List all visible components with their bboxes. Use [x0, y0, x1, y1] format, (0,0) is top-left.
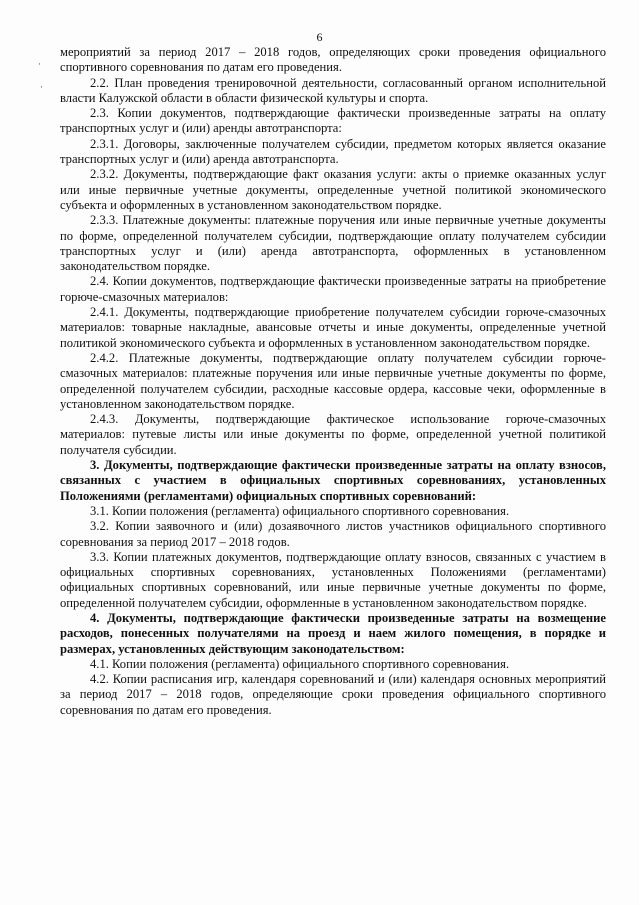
paragraph: 2.3. Копии документов, подтверждающие фактически произведенные затраты на оплату транспортных услуг и (или) аренды автотранспорта: [60, 106, 606, 136]
paragraph: 2.4.1. Документы, подтверждающие приобретение получателем субсидии горюче-смазочных материалов: товарные накладные, авансовые отчеты и иные документы, определенные учетной политикой экономического субъекта и оформленных в установленном законодательством порядке. [60, 305, 606, 350]
paragraph: мероприятий за период 2017 – 2018 годов, определяющих сроки проведения официального спортивного соревнования по датам его проведения. [60, 45, 606, 75]
section-heading: 4. Документы, подтверждающие фактически произведенные затраты на возмещение расходов, понесенных получателями на проезд и наем жилого помещения, в порядке и размерах, установленных действующим законодательством: [60, 610, 606, 656]
document-body [60, 45, 606, 718]
paragraph: 2.3.3. Платежные документы: платежные поручения или иные первичные учетные документы по форме, определенной получателем субсидии, подтверждающие оплату получателем субсидии транспортных услуг и (или) аренда автотранспорта, оформленных в установленном законодательством порядке. [60, 213, 606, 274]
page-number: 6 [316, 30, 323, 44]
paragraph: 4.1. Копии положения (регламента) официального спортивного соревнования. [90, 656, 510, 671]
paragraph: 3.1. Копии положения (регламента) официального спортивного соревнования. [90, 503, 510, 518]
paragraph: 4.2. Копии расписания игр, календаря соревнований и (или) календаря основных мероприятий за период 2017 – 2018 годов, определяющие сроки проведения официального спортивного соревнования по датам его проведения. [60, 672, 606, 717]
paragraph: 2.3.2. Документы, подтверждающие факт оказания услуги: акты о приемке оказанных услуг или иные первичные учетные документы, определенные учетной политикой экономического субъекта и оформленных в установленном законодательством порядке. [60, 167, 606, 212]
section-heading: 3. Документы, подтверждающие фактически произведенные затраты на оплату взносов, связанных с участием в официальных спортивных соревнованиях, установленных Положениями (регламентами) официальных спортивных соревнований: [60, 458, 606, 503]
scan-dot: · [40, 82, 43, 92]
paragraph: 2.4.3. Документы, подтверждающие фактическое использование горюче-смазочных материалов: путевые листы или иные документы по форме, определенной учетной политикой получателя субсидии. [60, 412, 606, 457]
paragraph: 2.3.1. Договоры, заключенные получателем субсидии, предметом которых является оказание транспортных услуг и (или) аренда автотранспорта. [60, 136, 606, 167]
paragraph: 2.2. План проведения тренировочной деятельности, согласованный органом исполнительной власти Калужской области в области физической культуры и спорта. [60, 75, 606, 105]
scan-dot: · [38, 59, 41, 69]
paragraph: 3.2. Копии заявочного и (или) дозаявочного листов участников официального спортивного соревнования за период 2017 – 2018 годов. [60, 519, 606, 549]
paragraph: 2.4. Копии документов, подтверждающие фактически произведенные затраты на приобретение горюче-смазочных материалов: [60, 274, 606, 304]
paragraph: 2.4.2. Платежные документы, подтверждающие оплату получателем субсидии горюче-смазочных материалов: платежные поручения или иные первичные учетные документы по форме, определенной получателем субсидии, расходные кассовые ордера, кассовые чеки, оформленные в установленном законодательством порядке. [60, 350, 606, 411]
paragraph: 3.3. Копии платежных документов, подтверждающие оплату взносов, связанных с участием в официальных спортивных соревнованиях, установленных Положениями (регламентами) официальных спортивных соревнований, или иные первичные учетные документы по форме, определенной получателем субсидии, оформленные в установленном законодательством порядке. [60, 549, 606, 610]
